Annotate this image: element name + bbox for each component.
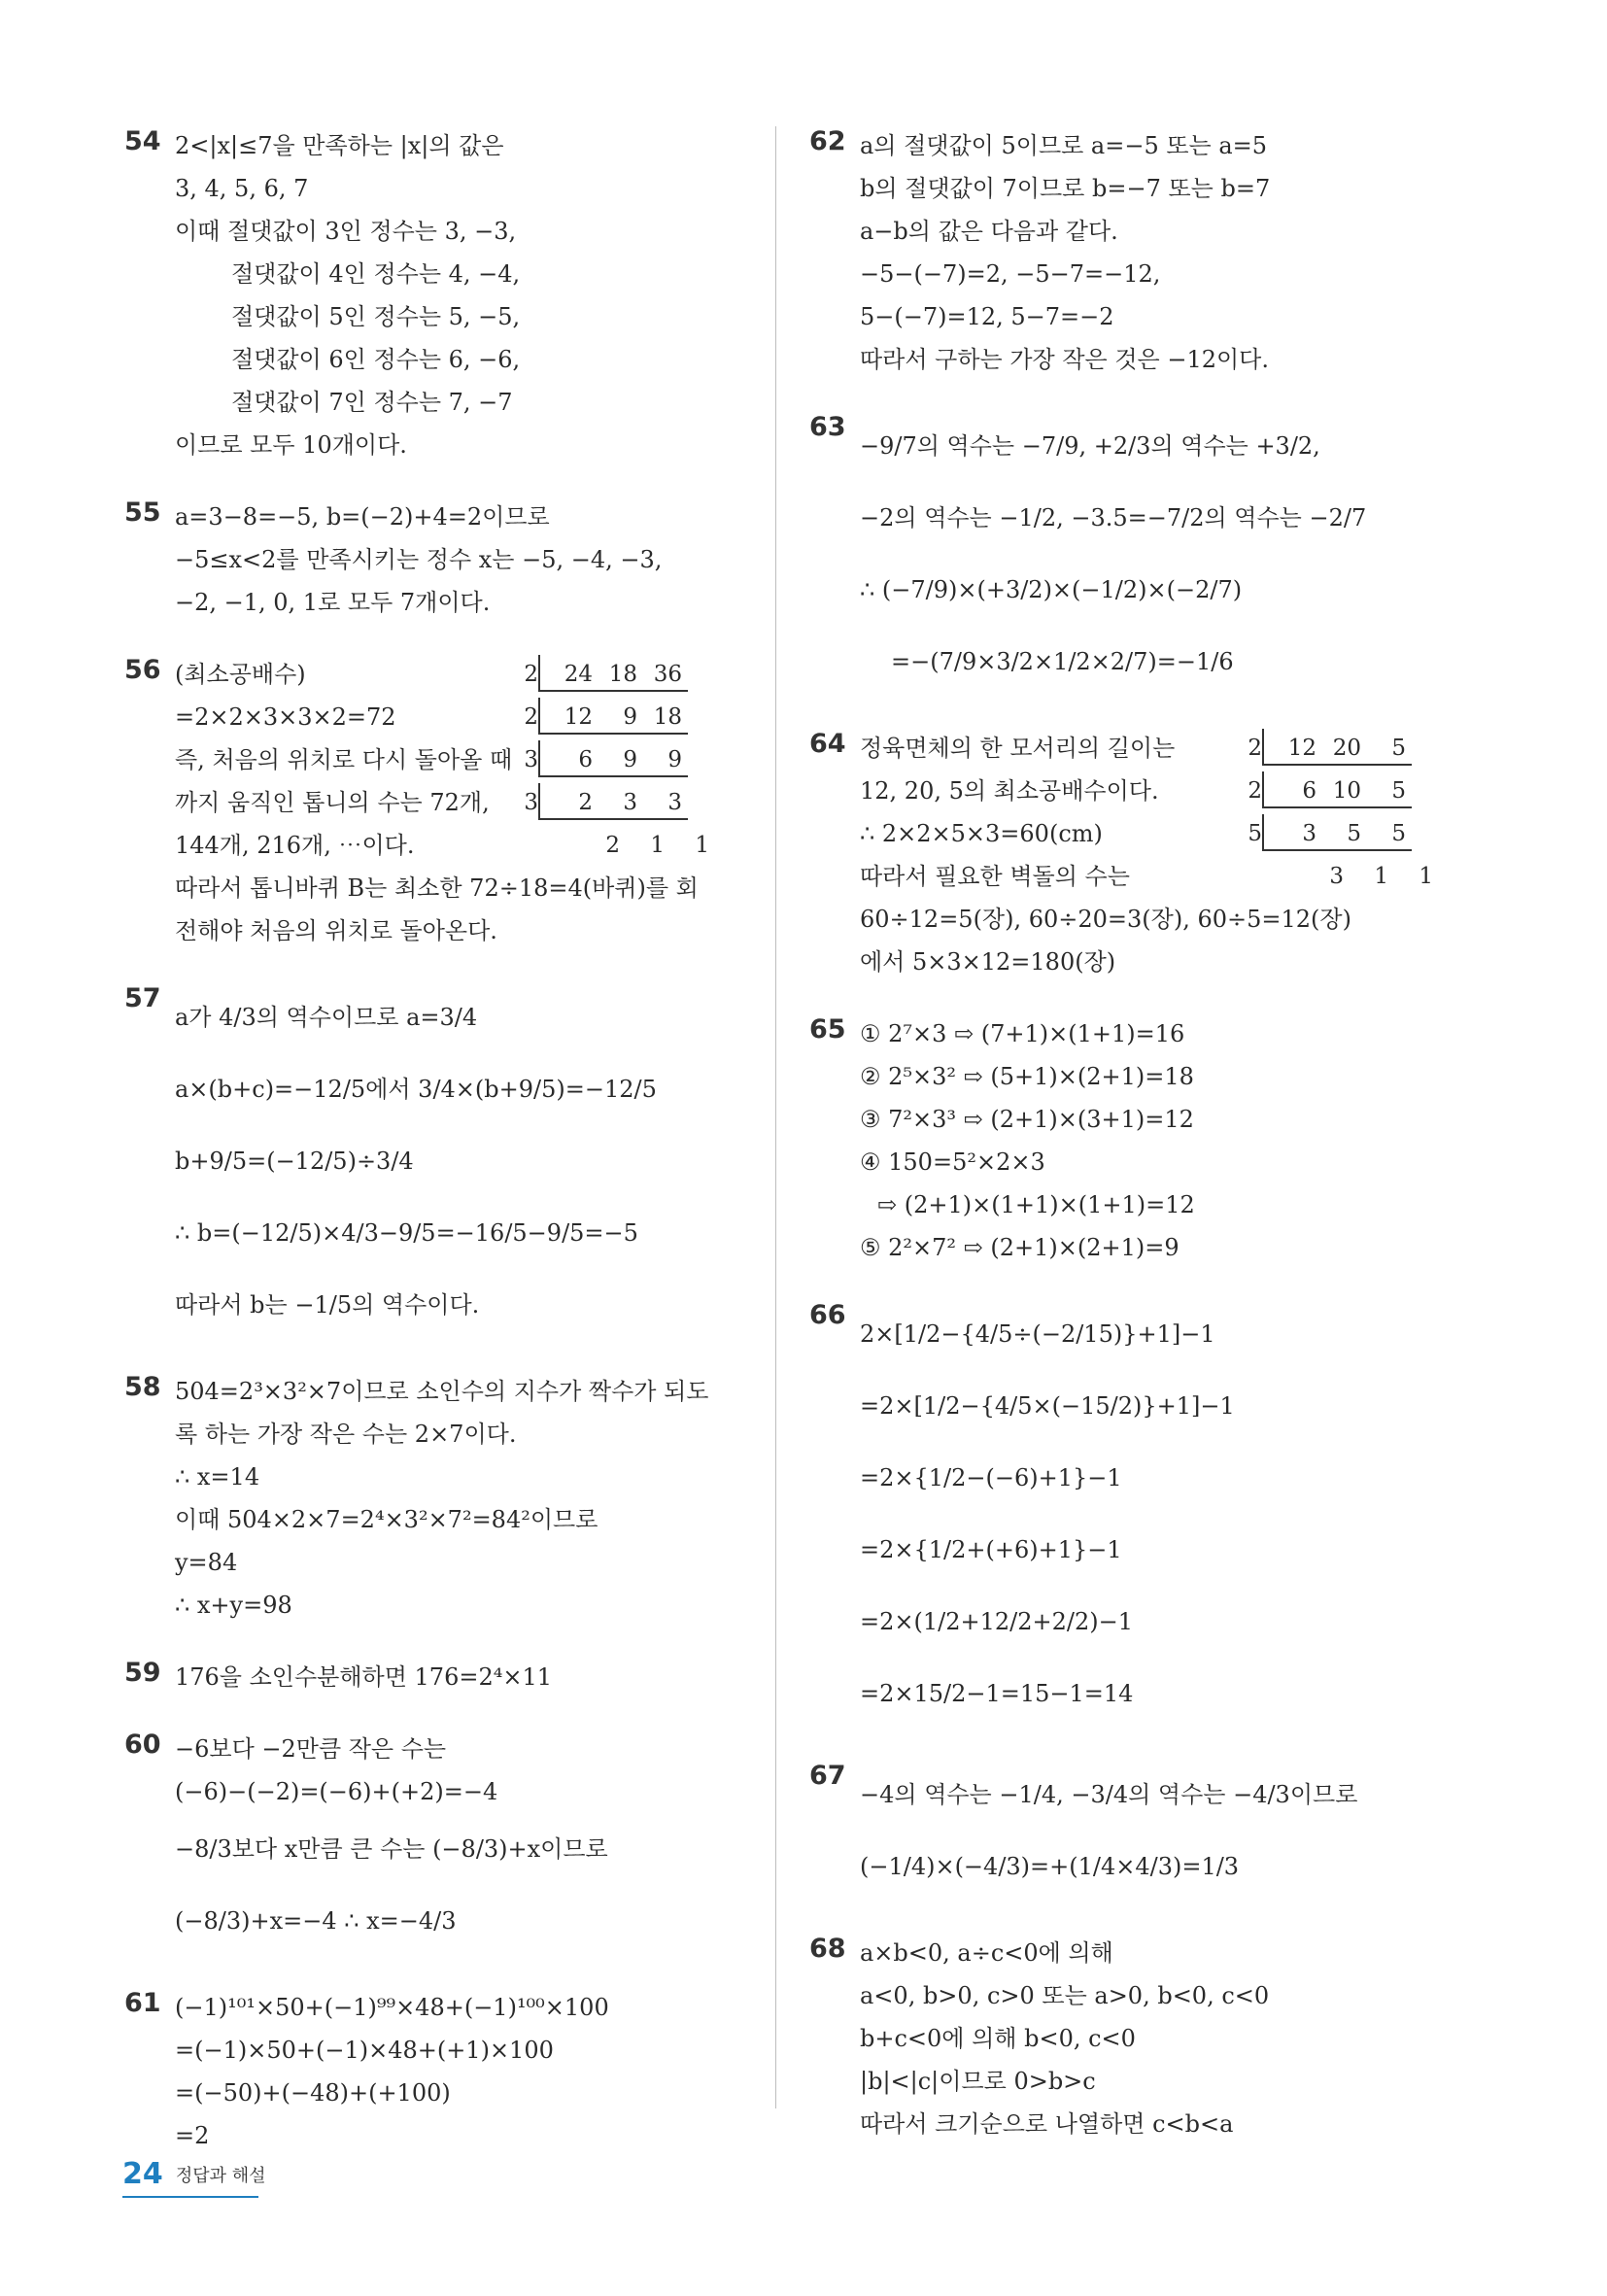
divisor: 3 — [524, 790, 538, 815]
solution-line: 12, 20, 5의 최소공배수이다. — [860, 777, 1159, 805]
table-cell: 6 — [1302, 778, 1316, 804]
solution-line: (−8/3)+x=−4 ∴ x=−4/3 — [175, 1907, 457, 1935]
spacer — [809, 1730, 1441, 1759]
page-number: 24 — [122, 2157, 163, 2191]
table-cell: 5 — [1391, 736, 1406, 761]
solution-line: −2, −1, 0, 1로 모두 7개이다. — [175, 589, 491, 616]
table-cell: 3 — [1329, 864, 1344, 889]
table-cell: 3 — [667, 790, 682, 815]
dividend-box — [538, 783, 688, 820]
division-row — [513, 696, 709, 738]
solution-line: 절댓값이 6인 정수는 6, −6, — [231, 346, 521, 373]
spacer — [124, 1341, 756, 1370]
solution-line: =2 — [175, 2122, 210, 2149]
solution-line: 즉, 처음의 위치로 다시 돌아올 때 — [175, 746, 513, 773]
problem-number: 64 — [809, 729, 846, 759]
spacer — [124, 624, 756, 653]
table-cell: 20 — [1332, 736, 1361, 761]
problem-65 — [809, 1012, 1441, 1269]
solution-line: 정육면체의 한 모서리의 길이는 — [860, 735, 1176, 762]
table-cell: 1 — [1419, 864, 1433, 889]
solution-line: −8/3보다 x만큼 큰 수는 (−8/3)+x이므로 — [175, 1835, 608, 1863]
solution-line: −5≤x<2를 만족시키는 정수 x는 −5, −4, −3, — [175, 546, 663, 573]
problem-number: 55 — [124, 497, 161, 528]
solution-line: 176을 소인수분해하면 176=2⁴×11 — [175, 1663, 552, 1691]
solution-line: −9/7의 역수는 −7/9, +2/3의 역수는 +3/2, — [860, 432, 1320, 460]
solution-line: |b|<|c|이므로 0>b>c — [860, 2068, 1096, 2095]
solution-line: a−b의 값은 다음과 같다. — [860, 218, 1118, 245]
solution-line: 따라서 크기순으로 나열하면 c<b<a — [860, 2110, 1234, 2138]
spacer — [124, 1627, 756, 1656]
solution-line: =(−50)+(−48)+(+100) — [175, 2079, 451, 2107]
right-column — [809, 124, 1441, 2175]
division-row — [513, 653, 709, 696]
spacer — [124, 1957, 756, 1986]
solution-line: =2×15/2−1=15−1=14 — [860, 1680, 1134, 1707]
solution-line: ∴ (−7/9)×(+3/2)×(−1/2)×(−2/7) — [860, 576, 1243, 603]
solution-line: ⑤ 2²×7² ⇨ (2+1)×(2+1)=9 — [860, 1234, 1180, 1261]
solution-line: 따라서 구하는 가장 작은 것은 −12이다. — [860, 346, 1269, 373]
table-cell: 1 — [1374, 864, 1388, 889]
solution-line: −6보다 −2만큼 작은 수는 — [175, 1735, 447, 1763]
solution-line: y=84 — [175, 1549, 238, 1576]
dividend-box — [1262, 729, 1412, 766]
divisor: 2 — [1248, 736, 1262, 761]
problem-62 — [809, 124, 1441, 381]
solution-line: −2의 역수는 −1/2, −3.5=−7/2의 역수는 −2/7 — [860, 504, 1367, 531]
division-row — [1237, 770, 1433, 812]
solution-line: 60÷12=5(장), 60÷20=3(장), 60÷5=12(장) — [860, 906, 1351, 933]
division-table — [1237, 727, 1433, 898]
division-row — [1237, 812, 1433, 855]
table-cell: 6 — [578, 747, 593, 772]
solution-line: a<0, b>0, c>0 또는 a>0, b<0, c<0 — [860, 1982, 1270, 2009]
problem-56 — [124, 653, 756, 952]
solution-line: a=3−8=−5, b=(−2)+4=2이므로 — [175, 503, 550, 531]
problem-63 — [809, 410, 1441, 698]
solution-line: ③ 7²×3³ ⇨ (2+1)×(3+1)=12 — [860, 1106, 1194, 1133]
solution-line: 이므로 모두 10개이다. — [175, 431, 407, 459]
quotient — [1262, 855, 1433, 898]
solution-line: (−1)¹⁰¹×50+(−1)⁹⁹×48+(−1)¹⁰⁰×100 — [175, 1994, 609, 2021]
solution-line: 따라서 b는 −1/5의 역수이다. — [175, 1291, 480, 1319]
solution-line: a가 4/3의 역수이므로 a=3/4 — [175, 1004, 478, 1031]
division-row — [513, 738, 709, 781]
solution-line: =2×(1/2+12/2+2/2)−1 — [860, 1608, 1133, 1635]
solution-line: b+c<0에 의해 b<0, c<0 — [860, 2025, 1136, 2052]
problem-number: 65 — [809, 1014, 846, 1045]
table-cell: 1 — [695, 833, 709, 858]
problem-number: 63 — [809, 412, 846, 442]
dividend-box — [1262, 814, 1412, 851]
solution-line: 이때 절댓값이 3인 정수는 3, −3, — [175, 218, 517, 245]
solution-line: (−6)−(−2)=(−6)+(+2)=−4 — [175, 1778, 498, 1805]
problem-number: 57 — [124, 983, 161, 1013]
solution-line: ∴ 2×2×5×3=60(cm) — [860, 820, 1103, 847]
problem-number: 58 — [124, 1372, 161, 1402]
divisor: 2 — [524, 704, 538, 730]
problem-number: 61 — [124, 1988, 161, 2018]
solution-line: −4의 역수는 −1/4, −3/4의 역수는 −4/3이므로 — [860, 1781, 1358, 1808]
table-cell: 5 — [1391, 778, 1406, 804]
solution-line: (−1/4)×(−4/3)=+(1/4×4/3)=1/3 — [860, 1853, 1240, 1880]
problem-number: 68 — [809, 1934, 846, 1964]
problem-54 — [124, 124, 756, 466]
solution-line: 따라서 톱니바퀴 B는 최소한 72÷18=4(바퀴)를 회 — [175, 874, 699, 902]
solution-line: =2×[1/2−{4/5×(−15/2)}+1]−1 — [860, 1392, 1235, 1420]
divisor: 3 — [524, 747, 538, 772]
left-column — [124, 124, 756, 2186]
solution-line: ∴ x+y=98 — [175, 1592, 292, 1619]
solution-line: (최소공배수) — [175, 661, 306, 688]
table-cell: 36 — [653, 662, 682, 687]
solution-line: =−(7/9×3/2×1/2×2/7)=−1/6 — [891, 648, 1234, 675]
solution-line: 전해야 처음의 위치로 돌아온다. — [175, 917, 497, 944]
problem-68 — [809, 1932, 1441, 2145]
dividend-box — [1262, 771, 1412, 808]
table-cell: 2 — [578, 790, 593, 815]
solution-line: ∴ b=(−12/5)×4/3−9/5=−16/5−9/5=−5 — [175, 1219, 638, 1247]
divisor: 2 — [1248, 778, 1262, 804]
division-row — [1237, 727, 1433, 770]
spacer — [809, 381, 1441, 410]
spacer — [809, 2145, 1441, 2175]
quotient — [538, 824, 709, 867]
page-footer — [122, 2157, 266, 2191]
solution-line: ∴ x=14 — [175, 1463, 260, 1491]
table-cell: 3 — [1302, 821, 1316, 846]
solution-line: =(−1)×50+(−1)×48+(+1)×100 — [175, 2037, 554, 2064]
problem-number: 66 — [809, 1300, 846, 1330]
problem-64 — [809, 727, 1441, 983]
table-cell: 18 — [653, 704, 682, 730]
solution-line: 록 하는 가장 작은 수는 2×7이다. — [175, 1421, 517, 1448]
solution-line: =2×2×3×3×2=72 — [175, 703, 396, 731]
solution-line: 따라서 필요한 벽돌의 수는 — [860, 863, 1130, 890]
problem-number: 54 — [124, 126, 161, 156]
solution-line: 5−(−7)=12, 5−7=−2 — [860, 303, 1114, 330]
table-cell: 18 — [608, 662, 637, 687]
table-cell: 24 — [564, 662, 593, 687]
solution-line: 3, 4, 5, 6, 7 — [175, 175, 309, 202]
solution-line: b의 절댓값이 7이므로 b=−7 또는 b=7 — [860, 175, 1271, 202]
table-cell: 1 — [650, 833, 665, 858]
spacer — [809, 1269, 1441, 1298]
table-cell: 2 — [605, 833, 620, 858]
problem-60 — [124, 1728, 756, 1957]
spacer — [809, 983, 1441, 1012]
solution-line: a×b<0, a÷c<0에 의해 — [860, 1939, 1113, 1967]
table-cell: 3 — [623, 790, 637, 815]
dividend-box — [538, 740, 688, 777]
problem-59 — [124, 1656, 756, 1698]
problem-67 — [809, 1759, 1441, 1902]
solution-line: =2×{1/2+(+6)+1}−1 — [860, 1536, 1122, 1563]
solution-line: 까지 움직인 톱니의 수는 72개, — [175, 789, 490, 816]
problem-57 — [124, 981, 756, 1341]
footer-label: 정답과 해설 — [175, 2165, 266, 2186]
division-row — [513, 824, 709, 867]
solution-line: 절댓값이 7인 정수는 7, −7 — [231, 389, 513, 416]
divisor: 5 — [1248, 821, 1262, 846]
problem-number: 67 — [809, 1761, 846, 1791]
solution-line: 144개, 216개, ⋯이다. — [175, 832, 415, 859]
table-cell: 9 — [623, 747, 637, 772]
solution-line: 이때 504×2×7=2⁴×3²×7²=84²이므로 — [175, 1506, 598, 1533]
footer-underline — [122, 2196, 258, 2198]
table-cell: 10 — [1332, 778, 1361, 804]
solution-line: a의 절댓값이 5이므로 a=−5 또는 a=5 — [860, 132, 1268, 159]
dividend-box — [538, 698, 688, 735]
table-cell: 9 — [623, 704, 637, 730]
solution-line: 절댓값이 5인 정수는 5, −5, — [231, 303, 521, 330]
table-cell: 5 — [1391, 821, 1406, 846]
problem-61 — [124, 1986, 756, 2157]
division-table — [513, 653, 709, 867]
solution-line: ① 2⁷×3 ⇨ (7+1)×(1+1)=16 — [860, 1020, 1185, 1047]
spacer — [124, 466, 756, 496]
dividend-box — [538, 655, 688, 692]
problem-58 — [124, 1370, 756, 1627]
divisor: 2 — [524, 662, 538, 687]
table-cell: 12 — [1287, 736, 1316, 761]
solution-line: 2×[1/2−{4/5÷(−2/15)}+1]−1 — [860, 1320, 1215, 1348]
spacer — [124, 1698, 756, 1728]
table-cell: 12 — [564, 704, 593, 730]
problem-number: 60 — [124, 1730, 161, 1760]
division-row — [1237, 855, 1433, 898]
spacer — [124, 952, 756, 981]
solution-line: a×(b+c)=−12/5에서 3/4×(b+9/5)=−12/5 — [175, 1076, 657, 1103]
solution-line: =2×{1/2−(−6)+1}−1 — [860, 1464, 1122, 1491]
solution-line: 2<|x|≤7을 만족하는 |x|의 값은 — [175, 132, 504, 159]
problem-number: 59 — [124, 1658, 161, 1688]
solution-line: ② 2⁵×3² ⇨ (5+1)×(2+1)=18 — [860, 1063, 1194, 1090]
spacer — [809, 698, 1441, 727]
problem-66 — [809, 1298, 1441, 1730]
solution-line: 504=2³×3²×7이므로 소인수의 지수가 짝수가 되도 — [175, 1378, 709, 1405]
solution-line: 에서 5×3×12=180(장) — [860, 948, 1116, 976]
solution-line: ⇨ (2+1)×(1+1)×(1+1)=12 — [877, 1191, 1195, 1218]
table-cell: 9 — [667, 747, 682, 772]
problem-55 — [124, 496, 756, 624]
solution-line: −5−(−7)=2, −5−7=−12, — [860, 260, 1161, 288]
solution-line: ④ 150=5²×2×3 — [860, 1148, 1045, 1176]
problem-number: 62 — [809, 126, 846, 156]
column-divider — [775, 126, 776, 2108]
solution-line: b+9/5=(−12/5)÷3/4 — [175, 1148, 414, 1175]
division-row — [513, 781, 709, 824]
solution-line: 절댓값이 4인 정수는 4, −4, — [231, 260, 521, 288]
problem-number: 56 — [124, 655, 161, 685]
table-cell: 5 — [1347, 821, 1361, 846]
spacer — [809, 1902, 1441, 1932]
